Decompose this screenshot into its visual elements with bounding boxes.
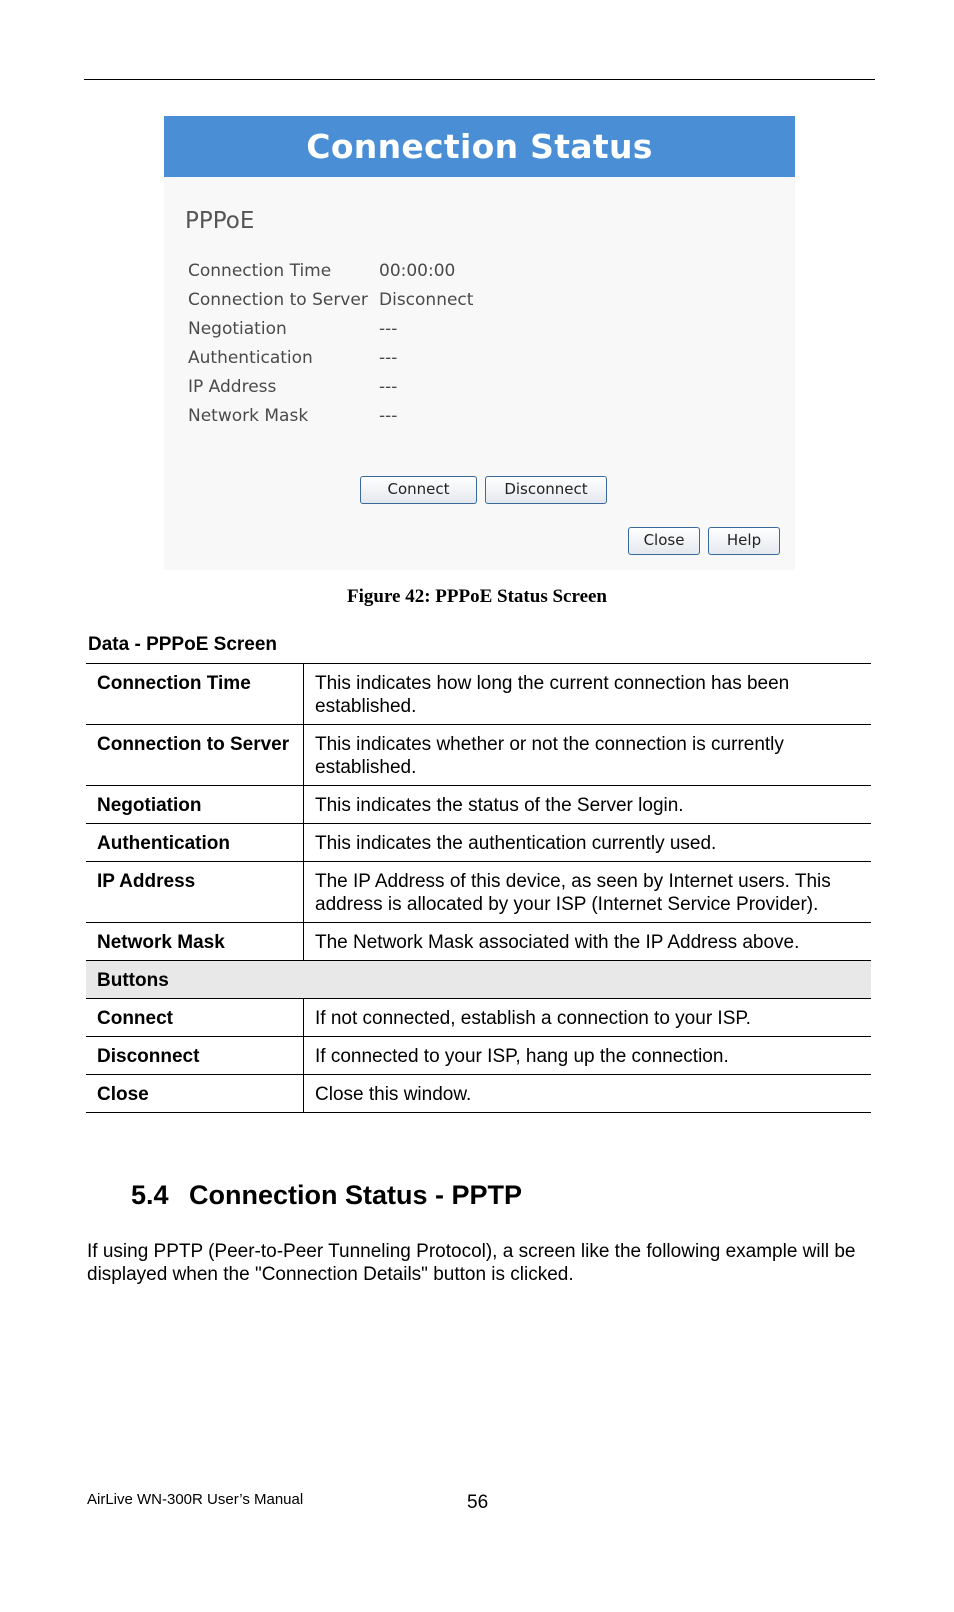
status-value: --- (379, 319, 398, 339)
buttons-section-row (86, 961, 871, 999)
table-row (86, 824, 871, 862)
status-value: --- (379, 348, 398, 368)
disconnect-button[interactable]: Disconnect (485, 476, 607, 504)
connect-button[interactable]: Connect (360, 476, 477, 504)
status-value: --- (379, 377, 398, 397)
term-cell: Connection to Server (86, 725, 304, 786)
description-cell: The IP Address of this device, as seen by Internet users. This address is allocated by your ISP (Internet Service Provider). (304, 862, 872, 923)
term-cell: Authentication (86, 824, 304, 862)
status-label: Connection Time (188, 261, 332, 281)
description-cell: If not connected, establish a connection to your ISP. (304, 999, 872, 1037)
status-label: Negotiation (188, 319, 287, 339)
status-value: --- (379, 406, 398, 426)
data-table (86, 663, 871, 1113)
table-row (86, 1037, 871, 1075)
header-rule (84, 79, 875, 80)
status-label: Connection to Server (188, 290, 368, 310)
description-cell: This indicates whether or not the connection is currently established. (304, 725, 872, 786)
description-cell: The Network Mask associated with the IP Address above. (304, 923, 872, 961)
section-label: Buttons (86, 961, 871, 999)
table-row (86, 725, 871, 786)
status-value: Disconnect (379, 290, 474, 310)
term-cell: Network Mask (86, 923, 304, 961)
table-title: Data - PPPoE Screen (88, 634, 278, 655)
term-cell: Disconnect (86, 1037, 304, 1075)
table-row (86, 786, 871, 824)
connection-status-screenshot (164, 116, 795, 570)
description-cell: This indicates how long the current connection has been established. (304, 664, 872, 725)
table-row (86, 923, 871, 961)
page-number: 56 (467, 1492, 489, 1513)
status-label: Network Mask (188, 406, 309, 426)
term-cell: Close (86, 1075, 304, 1113)
section-heading (131, 1180, 522, 1211)
term-cell: Negotiation (86, 786, 304, 824)
term-cell: Connection Time (86, 664, 304, 725)
help-button[interactable]: Help (708, 527, 780, 555)
status-value: 00:00:00 (379, 261, 456, 281)
table-row (86, 999, 871, 1037)
footer-manual-title: AirLive WN-300R User’s Manual (87, 1491, 304, 1508)
status-label: IP Address (188, 377, 277, 397)
table-row (86, 862, 871, 923)
section-number: 5.4 (131, 1180, 169, 1210)
term-cell: IP Address (86, 862, 304, 923)
pppoe-title: PPPoE (185, 208, 255, 234)
table-row (86, 1075, 871, 1113)
description-cell: Close this window. (304, 1075, 872, 1113)
term-cell: Connect (86, 999, 304, 1037)
figure-caption: Figure 42: PPPoE Status Screen (347, 586, 607, 607)
section-title: Connection Status - PPTP (189, 1180, 523, 1210)
description-cell: This indicates the authentication currently used. (304, 824, 872, 862)
panel-header: Connection Status (164, 116, 795, 177)
close-button[interactable]: Close (628, 527, 700, 555)
description-cell: If connected to your ISP, hang up the connection. (304, 1037, 872, 1075)
body-paragraph: If using PPTP (Peer-to-Peer Tunneling Protocol), a screen like the following example will be displayed when the "Connection Details" button is clicked. (87, 1241, 856, 1285)
description-cell: This indicates the status of the Server login. (304, 786, 872, 824)
table-row (86, 664, 871, 725)
status-label: Authentication (188, 348, 313, 368)
